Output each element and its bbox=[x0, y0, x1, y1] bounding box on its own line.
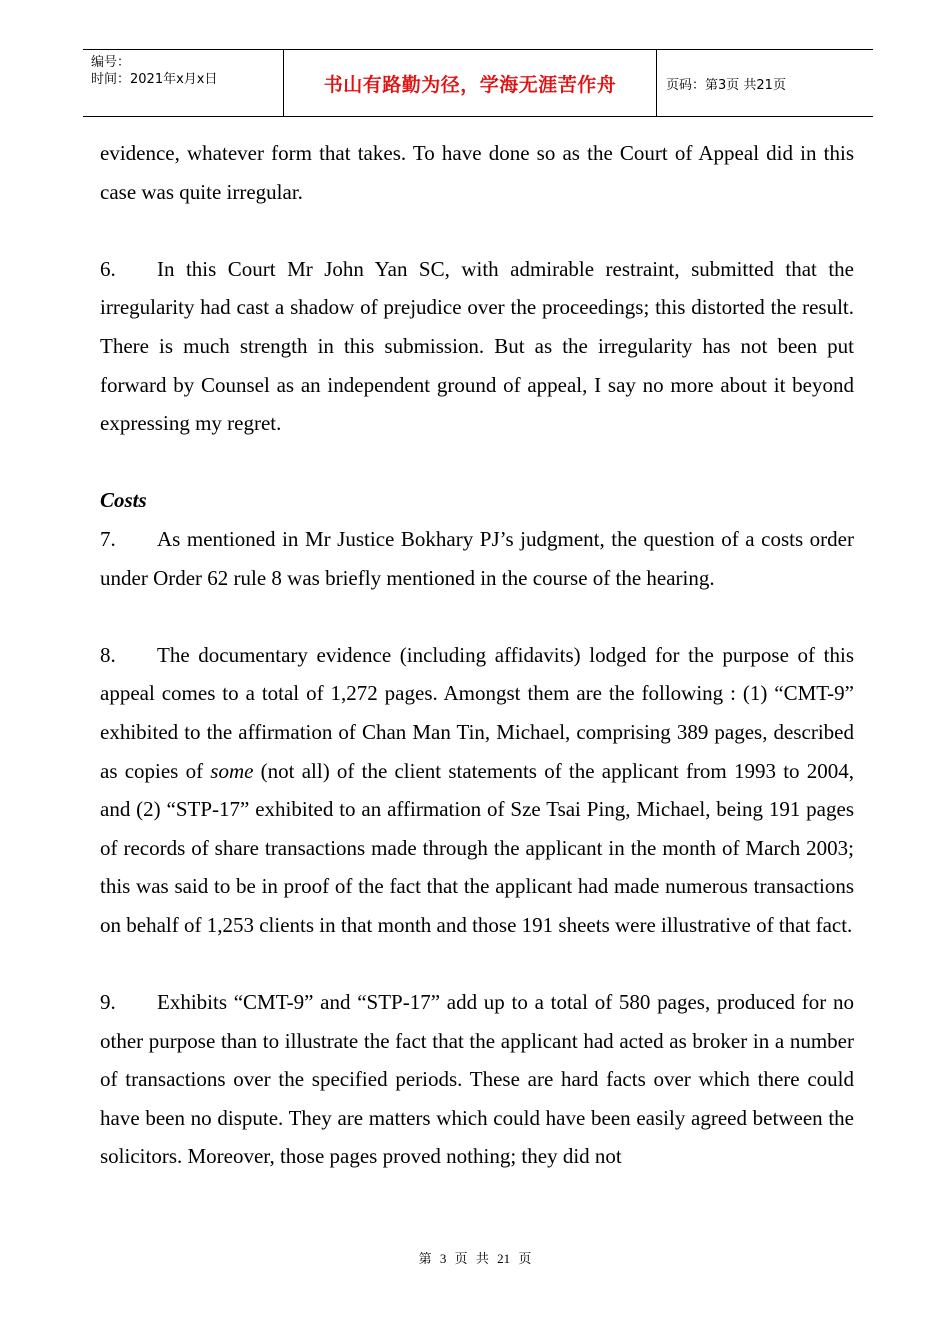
paragraph-text: (not all) of the client statements of the applicant from 1993 to 2004, and (2) “STP-17” exhibited to an affirmation of Sze Tsai Ping, Michael, being 191 pages of records of share transactions made through the applicant in the month of March 2003; this was said to be in proof of the fact that the applicant had made numerous transactions on behalf of 1,253 clients in that month and those 191 sheets were illustrative of that fact. bbox=[100, 758, 854, 937]
motto-text: 书山有路勤为径，学海无涯苦作舟 bbox=[323, 73, 617, 96]
paragraph-7 bbox=[100, 520, 854, 597]
paragraph-number: 9. bbox=[100, 990, 116, 1015]
paragraph-text: The documentary evidence (including affidavits) lodged for the purpose of this appeal comes to a total of 1,272 pages. Amongst them are the following : (1) “CMT-9” exhibited to the affirmation of Chan Man Tin, Michael, comprising 389 pages, described as copies of bbox=[100, 642, 854, 783]
paragraph-number: 8. bbox=[100, 642, 116, 667]
header-motto-cell bbox=[284, 50, 657, 116]
emphasis-text: some bbox=[210, 758, 254, 783]
header-meta-cell bbox=[83, 50, 284, 116]
paragraph-text: In this Court Mr John Yan SC, with admirable restraint, submitted that the irregularity had cast a shadow of prejudice over the proceedings; this distorted the result. There is much strength in this submission. But as the irregularity has not been put forward by Counsel as an independent ground of appeal, I say no more about it beyond expressing my regret. bbox=[100, 256, 854, 436]
document-header bbox=[83, 49, 873, 117]
paragraph-8 bbox=[100, 636, 854, 945]
serial-number-label: 编号： bbox=[91, 55, 131, 70]
paragraph-number: 6. bbox=[100, 256, 116, 281]
continuation-paragraph: evidence, whatever form that takes. To have done so as the Court of Appeal did in this case was quite irregular. bbox=[100, 141, 854, 204]
paragraph-text: As mentioned in Mr Justice Bokhary PJ’s judgment, the question of a costs order under Order 62 rule 8 was briefly mentioned in the course of the hearing. bbox=[100, 526, 854, 590]
date-label: 时间：2021年x月x日 bbox=[91, 72, 218, 87]
page-info: 页码：第3页 共21页 bbox=[666, 77, 786, 93]
document-body bbox=[100, 134, 854, 1176]
page-footer: 第 3 页 共 21 页 bbox=[418, 1251, 532, 1266]
paragraph-6 bbox=[100, 250, 854, 443]
section-heading-costs: Costs bbox=[100, 488, 147, 513]
paragraph-text: Exhibits “CMT-9” and “STP-17” add up to a total of 580 pages, produced for no other purpose than to illustrate the fact that the applicant had acted as broker in a number of transactions over the specified periods. These are hard facts over which there could have been no dispute. They are matters which could have been easily agreed between the solicitors. Moreover, those pages proved nothing; they did not bbox=[100, 990, 854, 1169]
paragraph-9 bbox=[100, 983, 854, 1176]
header-page-cell bbox=[657, 50, 873, 116]
paragraph-number: 7. bbox=[100, 526, 116, 551]
